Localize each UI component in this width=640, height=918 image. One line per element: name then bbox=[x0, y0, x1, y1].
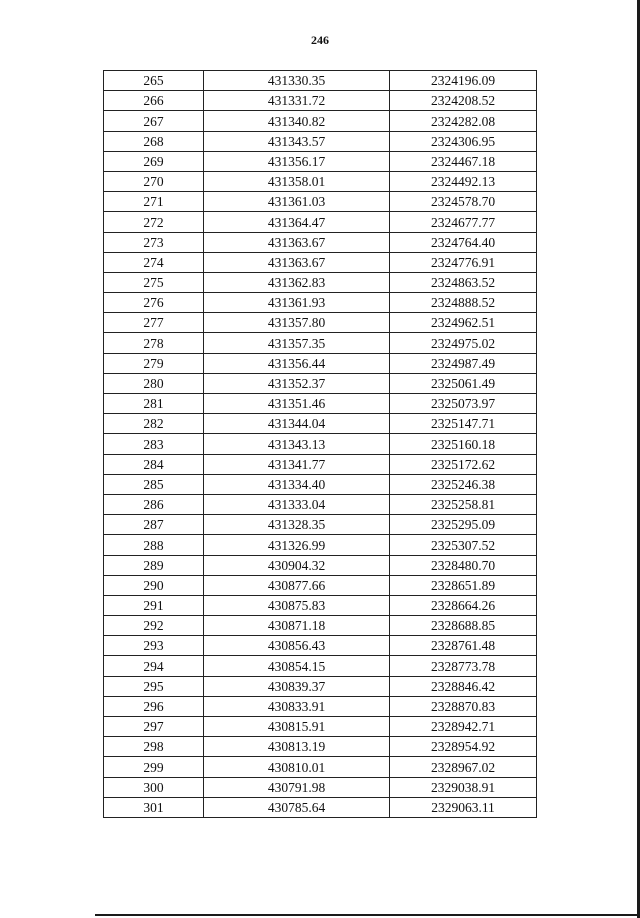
y-coordinate-cell: 2328651.89 bbox=[390, 575, 537, 595]
x-coordinate-cell: 430785.64 bbox=[204, 797, 390, 817]
y-coordinate-cell: 2324306.95 bbox=[390, 131, 537, 151]
y-coordinate-cell: 2325295.09 bbox=[390, 515, 537, 535]
x-coordinate-cell: 431357.35 bbox=[204, 333, 390, 353]
table-row bbox=[104, 111, 537, 131]
x-coordinate-cell: 430839.37 bbox=[204, 676, 390, 696]
y-coordinate-cell: 2324578.70 bbox=[390, 192, 537, 212]
y-coordinate-cell: 2328846.42 bbox=[390, 676, 537, 696]
point-number-cell: 287 bbox=[104, 515, 204, 535]
point-number-cell: 300 bbox=[104, 777, 204, 797]
x-coordinate-cell: 430813.19 bbox=[204, 737, 390, 757]
table-row bbox=[104, 272, 537, 292]
table-row bbox=[104, 71, 537, 91]
point-number-cell: 282 bbox=[104, 414, 204, 434]
x-coordinate-cell: 431330.35 bbox=[204, 71, 390, 91]
table-row bbox=[104, 293, 537, 313]
point-number-cell: 291 bbox=[104, 595, 204, 615]
point-number-cell: 280 bbox=[104, 373, 204, 393]
table-row bbox=[104, 394, 537, 414]
table-row bbox=[104, 575, 537, 595]
point-number-cell: 278 bbox=[104, 333, 204, 353]
y-coordinate-cell: 2324764.40 bbox=[390, 232, 537, 252]
x-coordinate-cell: 431361.93 bbox=[204, 293, 390, 313]
x-coordinate-cell: 430875.83 bbox=[204, 595, 390, 615]
point-number-cell: 299 bbox=[104, 757, 204, 777]
x-coordinate-cell: 431334.40 bbox=[204, 474, 390, 494]
point-number-cell: 279 bbox=[104, 353, 204, 373]
point-number-cell: 271 bbox=[104, 192, 204, 212]
table-row bbox=[104, 656, 537, 676]
y-coordinate-cell: 2324677.77 bbox=[390, 212, 537, 232]
x-coordinate-cell: 431328.35 bbox=[204, 515, 390, 535]
x-coordinate-cell: 431326.99 bbox=[204, 535, 390, 555]
point-number-cell: 270 bbox=[104, 171, 204, 191]
point-number-cell: 265 bbox=[104, 71, 204, 91]
y-coordinate-cell: 2324282.08 bbox=[390, 111, 537, 131]
y-coordinate-cell: 2325061.49 bbox=[390, 373, 537, 393]
x-coordinate-cell: 430854.15 bbox=[204, 656, 390, 676]
y-coordinate-cell: 2328664.26 bbox=[390, 595, 537, 615]
point-number-cell: 297 bbox=[104, 717, 204, 737]
y-coordinate-cell: 2325160.18 bbox=[390, 434, 537, 454]
point-number-cell: 284 bbox=[104, 454, 204, 474]
point-number-cell: 269 bbox=[104, 151, 204, 171]
point-number-cell: 273 bbox=[104, 232, 204, 252]
y-coordinate-cell: 2325172.62 bbox=[390, 454, 537, 474]
y-coordinate-cell: 2324196.09 bbox=[390, 71, 537, 91]
x-coordinate-cell: 431356.44 bbox=[204, 353, 390, 373]
point-number-cell: 286 bbox=[104, 494, 204, 514]
point-number-cell: 276 bbox=[104, 293, 204, 313]
y-coordinate-cell: 2324987.49 bbox=[390, 353, 537, 373]
y-coordinate-cell: 2324962.51 bbox=[390, 313, 537, 333]
table-row bbox=[104, 535, 537, 555]
table-row bbox=[104, 252, 537, 272]
point-number-cell: 274 bbox=[104, 252, 204, 272]
y-coordinate-cell: 2324975.02 bbox=[390, 333, 537, 353]
x-coordinate-cell: 431362.83 bbox=[204, 272, 390, 292]
y-coordinate-cell: 2328688.85 bbox=[390, 616, 537, 636]
x-coordinate-cell: 431358.01 bbox=[204, 171, 390, 191]
point-number-cell: 298 bbox=[104, 737, 204, 757]
y-coordinate-cell: 2324863.52 bbox=[390, 272, 537, 292]
x-coordinate-cell: 430871.18 bbox=[204, 616, 390, 636]
x-coordinate-cell: 430791.98 bbox=[204, 777, 390, 797]
x-coordinate-cell: 430810.01 bbox=[204, 757, 390, 777]
point-number-cell: 290 bbox=[104, 575, 204, 595]
point-number-cell: 288 bbox=[104, 535, 204, 555]
x-coordinate-cell: 431356.17 bbox=[204, 151, 390, 171]
y-coordinate-cell: 2328480.70 bbox=[390, 555, 537, 575]
x-coordinate-cell: 431343.57 bbox=[204, 131, 390, 151]
table-row bbox=[104, 171, 537, 191]
point-number-cell: 289 bbox=[104, 555, 204, 575]
y-coordinate-cell: 2324208.52 bbox=[390, 91, 537, 111]
x-coordinate-cell: 431331.72 bbox=[204, 91, 390, 111]
table-row bbox=[104, 515, 537, 535]
table-row bbox=[104, 777, 537, 797]
table-row bbox=[104, 333, 537, 353]
table-row bbox=[104, 737, 537, 757]
x-coordinate-cell: 430856.43 bbox=[204, 636, 390, 656]
x-coordinate-cell: 431364.47 bbox=[204, 212, 390, 232]
point-number-cell: 272 bbox=[104, 212, 204, 232]
point-number-cell: 293 bbox=[104, 636, 204, 656]
y-coordinate-cell: 2324776.91 bbox=[390, 252, 537, 272]
point-number-cell: 292 bbox=[104, 616, 204, 636]
y-coordinate-cell: 2329063.11 bbox=[390, 797, 537, 817]
page-number: 246 bbox=[311, 33, 329, 47]
x-coordinate-cell: 431333.04 bbox=[204, 494, 390, 514]
table-row bbox=[104, 494, 537, 514]
x-coordinate-cell: 431363.67 bbox=[204, 232, 390, 252]
y-coordinate-cell: 2325147.71 bbox=[390, 414, 537, 434]
table-row bbox=[104, 757, 537, 777]
table-row bbox=[104, 555, 537, 575]
x-coordinate-cell: 431340.82 bbox=[204, 111, 390, 131]
x-coordinate-cell: 431357.80 bbox=[204, 313, 390, 333]
x-coordinate-cell: 430815.91 bbox=[204, 717, 390, 737]
table-row bbox=[104, 212, 537, 232]
x-coordinate-cell: 431341.77 bbox=[204, 454, 390, 474]
table-row bbox=[104, 676, 537, 696]
point-number-cell: 277 bbox=[104, 313, 204, 333]
y-coordinate-cell: 2325258.81 bbox=[390, 494, 537, 514]
point-number-cell: 285 bbox=[104, 474, 204, 494]
table-row bbox=[104, 797, 537, 817]
table-row bbox=[104, 232, 537, 252]
x-coordinate-cell: 430833.91 bbox=[204, 696, 390, 716]
y-coordinate-cell: 2329038.91 bbox=[390, 777, 537, 797]
y-coordinate-cell: 2325073.97 bbox=[390, 394, 537, 414]
table-row bbox=[104, 454, 537, 474]
x-coordinate-cell: 430877.66 bbox=[204, 575, 390, 595]
x-coordinate-cell: 431352.37 bbox=[204, 373, 390, 393]
table-row bbox=[104, 414, 537, 434]
x-coordinate-cell: 431344.04 bbox=[204, 414, 390, 434]
x-coordinate-cell: 431351.46 bbox=[204, 394, 390, 414]
y-coordinate-cell: 2328967.02 bbox=[390, 757, 537, 777]
coordinates-table-body bbox=[104, 71, 537, 818]
y-coordinate-cell: 2324888.52 bbox=[390, 293, 537, 313]
y-coordinate-cell: 2328870.83 bbox=[390, 696, 537, 716]
table-row bbox=[104, 313, 537, 333]
coordinates-table bbox=[103, 70, 537, 818]
y-coordinate-cell: 2328773.78 bbox=[390, 656, 537, 676]
x-coordinate-cell: 431361.03 bbox=[204, 192, 390, 212]
point-number-cell: 294 bbox=[104, 656, 204, 676]
y-coordinate-cell: 2324492.13 bbox=[390, 171, 537, 191]
point-number-cell: 301 bbox=[104, 797, 204, 817]
y-coordinate-cell: 2325307.52 bbox=[390, 535, 537, 555]
y-coordinate-cell: 2325246.38 bbox=[390, 474, 537, 494]
y-coordinate-cell: 2324467.18 bbox=[390, 151, 537, 171]
y-coordinate-cell: 2328954.92 bbox=[390, 737, 537, 757]
table-row bbox=[104, 595, 537, 615]
point-number-cell: 295 bbox=[104, 676, 204, 696]
table-row bbox=[104, 696, 537, 716]
x-coordinate-cell: 431343.13 bbox=[204, 434, 390, 454]
y-coordinate-cell: 2328761.48 bbox=[390, 636, 537, 656]
point-number-cell: 266 bbox=[104, 91, 204, 111]
x-coordinate-cell: 431363.67 bbox=[204, 252, 390, 272]
scan-edge-bottom bbox=[95, 914, 640, 916]
table-row bbox=[104, 474, 537, 494]
y-coordinate-cell: 2328942.71 bbox=[390, 717, 537, 737]
table-row bbox=[104, 434, 537, 454]
table-row bbox=[104, 91, 537, 111]
x-coordinate-cell: 430904.32 bbox=[204, 555, 390, 575]
point-number-cell: 296 bbox=[104, 696, 204, 716]
table-row bbox=[104, 131, 537, 151]
table-row bbox=[104, 353, 537, 373]
table-row bbox=[104, 636, 537, 656]
point-number-cell: 268 bbox=[104, 131, 204, 151]
point-number-cell: 275 bbox=[104, 272, 204, 292]
point-number-cell: 281 bbox=[104, 394, 204, 414]
point-number-cell: 283 bbox=[104, 434, 204, 454]
table-row bbox=[104, 151, 537, 171]
table-row bbox=[104, 717, 537, 737]
table-row bbox=[104, 373, 537, 393]
table-row bbox=[104, 192, 537, 212]
table-row bbox=[104, 616, 537, 636]
point-number-cell: 267 bbox=[104, 111, 204, 131]
